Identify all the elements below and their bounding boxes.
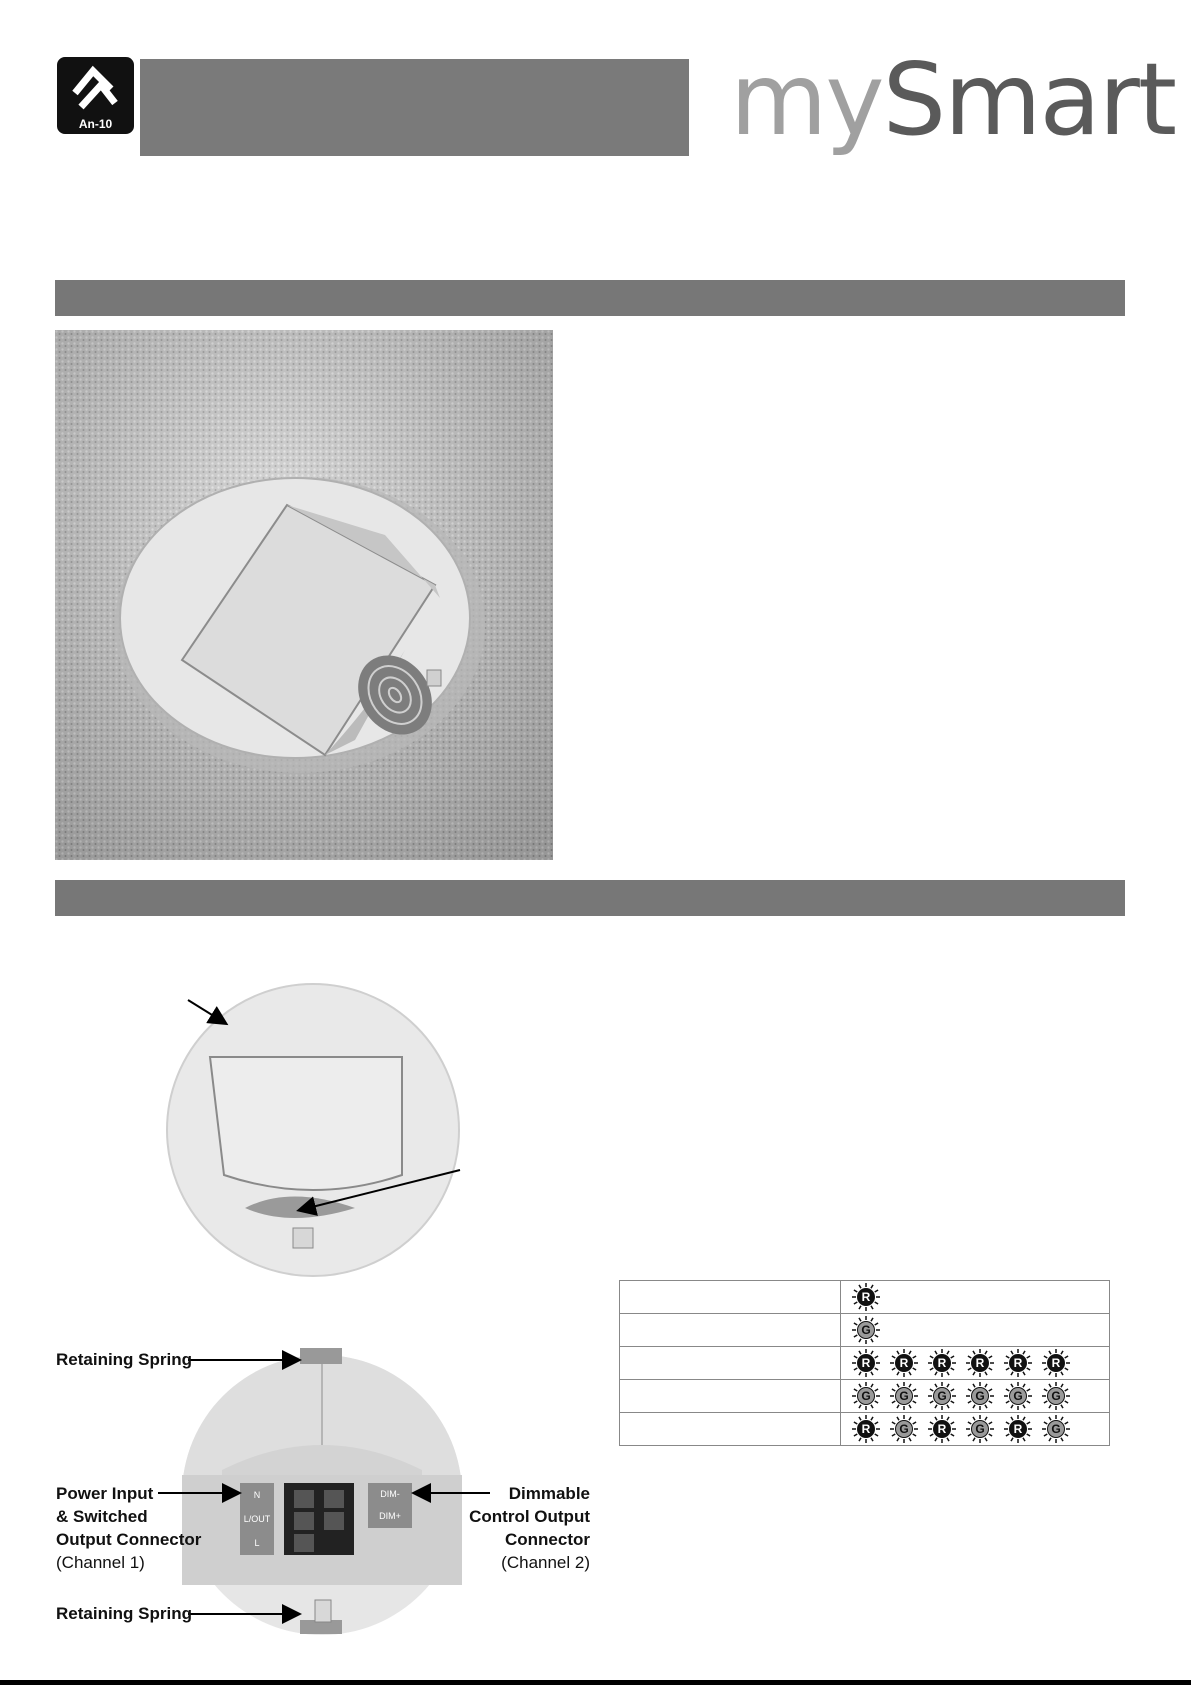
led-letter: R (937, 1422, 947, 1436)
brand-logo (57, 57, 134, 134)
terminal-labels-channel-2 (368, 1483, 412, 1527)
led-green-icon (889, 1414, 919, 1444)
led-letter: G (975, 1422, 985, 1436)
led-red-icon (851, 1414, 881, 1444)
led-green-icon (1041, 1414, 1071, 1444)
callout-retaining-spring-bottom: Retaining Spring (56, 1604, 192, 1623)
led-indication-table (619, 1280, 1110, 1446)
logo-mark-icon (67, 63, 124, 115)
led-red-icon (1041, 1348, 1071, 1378)
led-red-icon (965, 1348, 995, 1378)
led-table-row (620, 1314, 1110, 1347)
page-bottom-rule (0, 1680, 1191, 1685)
led-letter: G (861, 1323, 871, 1337)
led-table-indicator-cell (841, 1314, 1110, 1347)
led-green-icon (889, 1381, 919, 1411)
led-red-icon (1003, 1414, 1033, 1444)
led-letter: G (1013, 1389, 1023, 1403)
led-letter: G (1051, 1422, 1061, 1436)
led-red-icon (851, 1282, 881, 1312)
led-table-label-cell (620, 1380, 841, 1413)
led-green-icon (965, 1381, 995, 1411)
led-red-icon (889, 1348, 919, 1378)
section-bar-2 (55, 880, 1125, 916)
led-letter: G (899, 1422, 909, 1436)
led-letter: G (899, 1389, 909, 1403)
led-letter: R (861, 1290, 871, 1304)
terminal-l: L (254, 1538, 260, 1548)
sensor-back-photo (50, 1330, 590, 1640)
led-letter: R (1013, 1356, 1023, 1370)
brand-wordmark (730, 41, 1176, 158)
led-letter: R (861, 1356, 871, 1370)
led-table-label-cell (620, 1413, 841, 1446)
callout-dimmable-output: Dimmable Control Output Connector (Channel 2) (469, 1484, 590, 1572)
led-letter: R (975, 1356, 985, 1370)
terminal-lout: L/OUT (243, 1514, 271, 1524)
led-green-icon (965, 1414, 995, 1444)
led-table-label-cell (620, 1281, 841, 1314)
led-green-icon (851, 1381, 881, 1411)
sensor-ceiling-photo (55, 330, 553, 860)
section-bar-1 (55, 280, 1125, 316)
led-table-row (620, 1380, 1110, 1413)
led-green-icon (927, 1381, 957, 1411)
led-table-row (620, 1281, 1110, 1314)
led-table-label-cell (620, 1314, 841, 1347)
led-red-icon (851, 1348, 881, 1378)
led-letter: G (1051, 1389, 1061, 1403)
led-table-row (620, 1413, 1110, 1446)
led-table-indicator-cell (841, 1380, 1110, 1413)
led-table-label-cell (620, 1347, 841, 1380)
led-table-indicator-cell (841, 1281, 1110, 1314)
sensor-front-photo (130, 960, 490, 1280)
brand-my: my (730, 41, 883, 158)
title-bar (140, 59, 689, 156)
led-letter: R (1013, 1422, 1023, 1436)
callout-power-input: Power Input & Switched Output Connector (Channel 1) (56, 1484, 202, 1572)
brand-smart: Smart (882, 41, 1176, 158)
led-letter: G (937, 1389, 947, 1403)
led-green-icon (851, 1315, 881, 1345)
led-table-indicator-cell (841, 1413, 1110, 1446)
logo-text: An-10 (78, 117, 113, 131)
terminal-labels-channel-1 (240, 1483, 274, 1555)
led-letter: R (861, 1422, 871, 1436)
led-letter: G (975, 1389, 985, 1403)
led-green-icon (1041, 1381, 1071, 1411)
callout-retaining-spring-top: Retaining Spring (56, 1350, 192, 1369)
led-table-indicator-cell (841, 1347, 1110, 1380)
led-green-icon (1003, 1381, 1033, 1411)
led-red-icon (1003, 1348, 1033, 1378)
led-letter: R (937, 1356, 947, 1370)
led-red-icon (927, 1348, 957, 1378)
terminal-dim-plus: DIM+ (379, 1511, 401, 1521)
led-letter: R (1051, 1356, 1061, 1370)
terminal-n: N (253, 1490, 261, 1500)
led-red-icon (927, 1414, 957, 1444)
led-letter: G (861, 1389, 871, 1403)
led-table-row (620, 1347, 1110, 1380)
terminal-dim-minus: DIM- (380, 1489, 400, 1499)
led-letter: R (899, 1356, 909, 1370)
